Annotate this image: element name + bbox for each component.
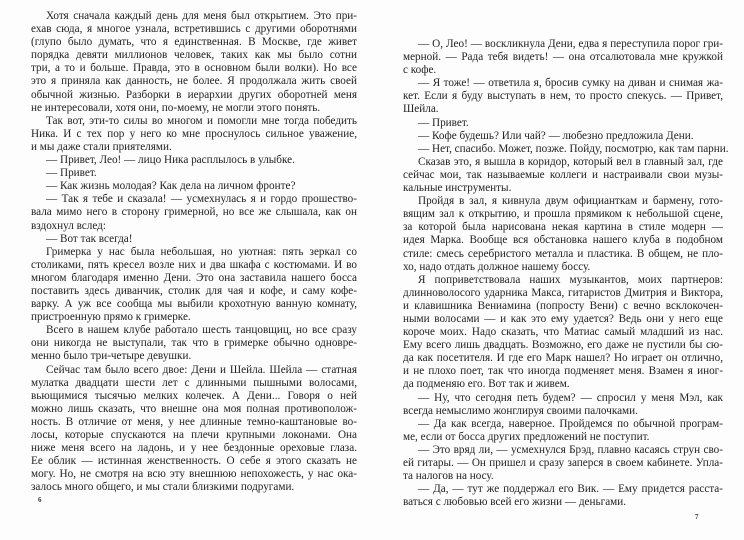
text-line: Сказав это, я вышла в коридор, который вел в главный зал, где	[418, 155, 723, 168]
text-line: — О, Лео! — воскликнула Дени, едва я переступила порог гри-	[418, 38, 723, 50]
text-line: (глупо было думать, что я единственная. В Москве, где живет	[31, 36, 357, 49]
paragraph	[403, 130, 723, 143]
text-line: мулатка двадцати шести лет с длинными пышными волосами,	[31, 376, 357, 389]
text-line: Я поприветствовала наших музыкантов, моих партнеров:	[418, 273, 723, 286]
paragraph	[403, 156, 723, 195]
text-line: с кофе.	[403, 64, 437, 77]
text-line: стиле: смесь серебристого металла и пластика. В общем, не пло-	[403, 247, 723, 260]
text-line: — Вот так всегда!	[46, 232, 133, 245]
paragraph	[31, 246, 357, 325]
text-line: поставить здесь диванчик, столик для чая и кофе, и саму кофе-	[31, 284, 357, 297]
paragraph	[403, 483, 723, 509]
text-line: Шейла.	[403, 103, 439, 116]
page-number-left: 6	[38, 496, 42, 504]
paragraph	[31, 324, 357, 363]
text-line: короче моих. Надо сказать, что Матиас самый младший из нас.	[403, 326, 723, 339]
text-line: — Нет, спасибо. Может, позже. Пойду, посмотрю, как там парни.	[418, 142, 729, 155]
text-line: — Ну, что сегодня петь будем? — спросил у меня Мэл, как	[418, 391, 723, 404]
text-line: — Привет.	[418, 116, 469, 129]
text-line: да как посетителя. И где его Марк нашел? Но играет он отлично,	[403, 352, 723, 365]
text-line: — Как жизнь молодая? Как дела на личном фронте?	[46, 180, 296, 193]
text-line: вздохнул вслед:	[31, 219, 106, 232]
paragraph	[403, 117, 723, 130]
text-line: — Это вряд ли, — усмехнулся Брэд, плавно касаясь струн сво-	[418, 443, 723, 456]
text-line: ехав сюда, я многое узнала, встретившись с другими оборотнями	[31, 23, 357, 36]
text-line: ме, если от босса других предложений не поступит.	[403, 430, 650, 443]
page-number-right: 7	[695, 513, 699, 521]
text-line: вала мимо него в сторону гримерной, но все же слышала, как он	[31, 206, 357, 219]
text-line: да подменяю его. Вот так и живем.	[403, 378, 570, 391]
text-line: Ника. И с тех пор у него ко мне проснулось сильное уважение,	[31, 127, 357, 140]
text-line: Хотя сначала каждый день для меня был открытием. Это при-	[46, 10, 357, 22]
text-line: можно лишь сказать, что внешне она моя полная противополож-	[31, 402, 357, 415]
paragraph	[403, 274, 723, 392]
text-line: могу. Но, не смотря на всю эту внешнюю непохожесть, у нас ока-	[31, 468, 357, 481]
text-line: порядка девяти миллионов человек, таких как мы было сотни	[31, 49, 357, 62]
text-line: Всего в нашем клубе работало шесть танцовщиц, но все сразу	[46, 324, 357, 337]
text-line: — Я тоже! — ответила я, бросив сумку на диван и снимая жа-	[418, 77, 723, 90]
text-line: они никогда не выступали, так что в гримерке обычно одновре-	[31, 337, 357, 350]
paragraph	[403, 142, 729, 156]
text-line: вящим зал к открытию, и прошла прямиком к небольшой сцене,	[403, 208, 723, 221]
text-line: многом благодаря именно Дени. Это она заставила нашего босса	[31, 271, 357, 284]
text-line: за которой была нарисована некая картина в стиле модерн —	[403, 221, 723, 234]
text-line: — Да, — тут же поддержал его Вик. — Ему придется расста-	[418, 483, 723, 496]
paragraph	[403, 195, 723, 274]
paragraph	[31, 233, 357, 246]
text-line: ниже меня всего на ладонь, и у нее бездонные ореховые глаза.	[31, 442, 357, 455]
text-line: кет. Если я буду выступать в нем, то просто спекусь. — Привет,	[403, 90, 723, 103]
text-line: — Да как всегда, наверное. Пройдемся по обычной програм-	[418, 417, 723, 430]
text-line: ваться с любовью всей его жизни — деньгами.	[403, 496, 627, 509]
text-line: Сейчас там было всего двое: Дени и Шейла. Шейла — статная	[46, 363, 357, 376]
paragraph	[31, 364, 357, 495]
text-line: сейчас мои, так называемые коллеги и настраивали свои музы-	[403, 168, 723, 181]
text-line: три, а то и больше. Правда, это в основном были волки). Но все	[31, 62, 357, 75]
text-line: идея Марка. Вообще вся обстановка нашего клуба в подобном	[403, 234, 723, 247]
text-line: варку. А уж все сообща мы выбили крохотную ванную комнату,	[31, 298, 357, 311]
text-line: и не плохо поет, так что иногда подменяет меня. Взамен я иног-	[403, 365, 723, 378]
paragraph	[403, 38, 723, 77]
text-line: Ее облик — истинная женственность. О себе я этого сказать не	[31, 455, 357, 468]
text-line: та налогов на носу.	[403, 470, 494, 483]
paragraph	[403, 444, 723, 483]
text-line: не интересовали, хотя они, по-моему, не могли этого понять.	[31, 101, 321, 114]
text-line: Ему всего лишь двадцать. Возможно, его даже не пустили бы сю-	[403, 339, 723, 352]
text-line: ность. В отличие от меня, у нее длинные темно-каштановые во-	[31, 415, 357, 428]
text-line: это я приняла как данность, не более. Я продолжала жить своей	[31, 75, 357, 88]
text-line: — Привет.	[46, 167, 97, 180]
text-line: Так вот, эти-то силы во многом и помогли мне тогда победить	[46, 114, 357, 127]
left-page-text	[31, 10, 357, 494]
text-line: ей гитары. — Он пришел и сразу заперся в своем кабинете. Упла-	[403, 457, 723, 469]
text-line: менно было три-четыре девушки.	[31, 350, 192, 363]
paragraph	[31, 167, 357, 180]
text-line: пристроенную прямо к гримерке.	[31, 311, 191, 324]
paragraph	[31, 115, 357, 154]
text-line: залось много общего, и мы стали близкими подругами.	[31, 481, 295, 494]
text-line: лосы, которые спускаются на плечи крупными локонами. Она	[31, 429, 357, 441]
text-line: Пройдя в зал, я кивнула двум официанткам и бармену, гото-	[418, 195, 723, 208]
text-line: вьющимися тысячью мелких колечек. А Дени... Говоря о ней	[31, 389, 357, 402]
text-line: хо, надо отдать должное нашему боссу.	[403, 260, 591, 273]
text-line: ными волосами — и как это ему удается? Ведь они у него еще	[403, 312, 723, 325]
text-line: обычной жизнью. Разборки в иерархии других оборотней меня	[31, 88, 357, 101]
text-line: столиками, пять кресел возле них и два шкафа с костюмами. И во	[31, 258, 357, 271]
text-line: — Привет, Лео! — лицо Ника расплылось в улыбке.	[46, 154, 295, 167]
text-line: мерной. — Рада тебя видеть! — она отсалютовала мне кружкой	[403, 51, 723, 64]
text-line: Гримерка у нас была небольшая, но уютная: пять зеркал со	[46, 245, 357, 258]
paragraph	[403, 392, 723, 418]
paragraph	[31, 180, 357, 193]
text-line: кальные инструменты.	[403, 182, 512, 195]
text-line: — Кофе будешь? Или чай? — любезно предложила Дени.	[418, 129, 694, 142]
text-line: и мы даже стали приятелями.	[31, 140, 172, 153]
paragraph	[31, 154, 357, 167]
paragraph	[403, 77, 723, 116]
right-page-text	[403, 38, 729, 509]
paragraph	[31, 10, 357, 115]
text-line: — Так я тебе и сказала! — усмехнулась я и гордо прошество-	[46, 193, 357, 206]
paragraph	[31, 193, 357, 232]
text-line: всегда немыслимо жонглируя своими палочками.	[403, 404, 638, 417]
paragraph	[403, 418, 723, 444]
text-line: длинноволосого ударника Макса, гитаристов Дмитрия и Виктора,	[403, 286, 723, 299]
text-line: и клавишника Вениамина (попросту Вени) с вечно всклокочен-	[403, 299, 723, 312]
